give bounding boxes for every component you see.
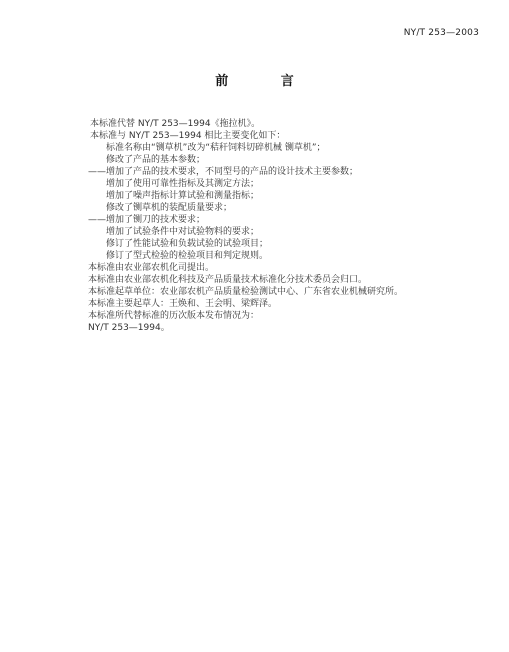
standard-code: NY/T 253—2003 [403,28,479,38]
paragraph-line: 本标准起草单位：农业部农机产品质量检验测试中心、广东省农业机械研究所。 [88,287,404,297]
paragraph-line: 本标准主要起草人：王焕和、王会明、梁辉泽。 [88,299,278,309]
paragraph-line: 修改了铡草机的装配质量要求； [106,203,233,213]
paragraph-line: 修订了型式检验的检验项目和判定规则。 [106,251,269,261]
paragraph-line: ——增加了铡刀的技术要求； [88,215,206,225]
paragraph-line: NY/T 253—1994。 [88,323,170,333]
paragraph-line: 修改了产品的基本参数； [106,155,206,165]
paragraph-line: 本标准与 NY/T 253—1994 相比主要变化如下： [90,131,286,141]
paragraph-line: 本标准所代替标准的历次版本发布情况为： [88,311,260,321]
paragraph-line: 修订了性能试验和负载试验的试验项目； [106,239,269,249]
paragraph-line: 本标准由农业部农机化科技及产品质量技术标准化分技术委员会归口。 [88,275,368,285]
paragraph-line: 本标准代替 NY/T 253—1994《拖拉机》。 [90,119,261,129]
paragraph-line: 增加了试验条件中对试验物料的要求； [106,227,260,237]
paragraph-line: 本标准由农业部农机化司提出。 [88,263,215,273]
page-title: 前 言 [215,74,318,89]
paragraph-line: 标准名称由“铡草机”改为“秸秆饲料切碎机械 铡草机”； [106,143,326,153]
paragraph-line: ——增加了产品的技术要求，不同型号的产品的设计技术主要参数； [88,167,359,177]
paragraph-line: 增加了使用可靠性指标及其测定方法； [106,179,260,189]
paragraph-line: 增加了噪声指标计算试验和测量指标； [106,191,260,201]
